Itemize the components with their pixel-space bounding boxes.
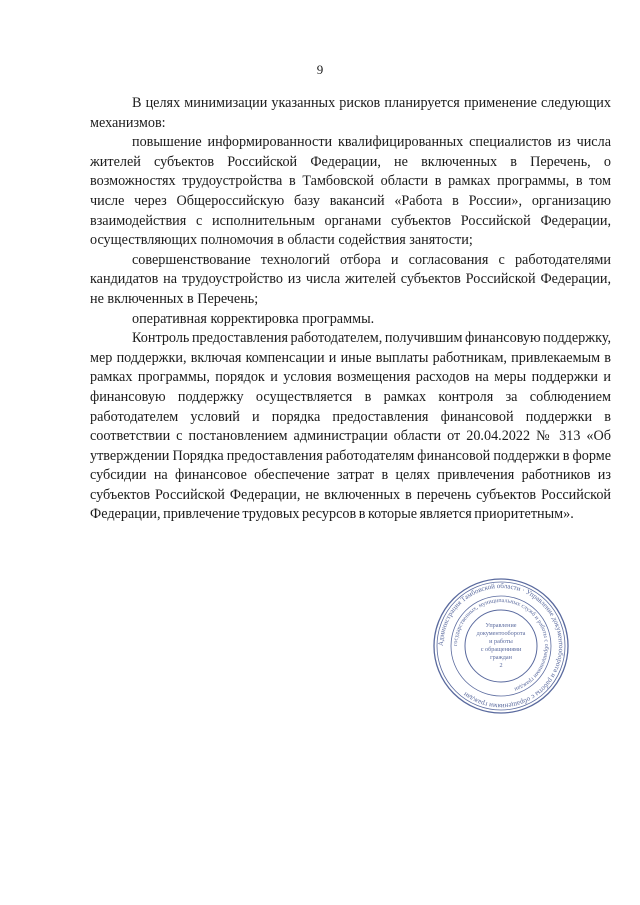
document-body [90, 94, 611, 525]
mechanism-selection: совершенствование технологий отбора и согласования с работодателями кандидатов на трудоустройство из числа жителей субъектов Российской Федерации, не включенных в Перечень; [90, 251, 611, 307]
stamp-center-line: документооборота [476, 630, 526, 637]
page-number: 9 [316, 62, 324, 77]
stamp-center-line: граждан [490, 654, 512, 661]
stamp-inner-text: государственных, муниципальных служб и работы с обращениями граждан [452, 597, 550, 692]
control-paragraph: Контроль предоставления работодателем, получившим финансовую поддержку, мер поддержки, включая компенсации и иные выплаты работникам, привлекаемым в рамках программы, порядок и условия возмещения расходов на меры поддержки и финансовую поддержку осуществляется в рамках контроля за соблюдением работодателем условий и порядка предоставления финансовой поддержки в соответствии с постановлением администрации области от 20.04.2022 № 313 «Об утверждении Порядка предоставления работодателям финансовой поддержки в форме субсидии на финансовое обеспечение затрат в целях привлечения работников из субъектов Российской Федерации, не включенных в перечень субъектов Российской Федерации, привлечение трудовых ресурсов в которые является приоритетным». [90, 330, 611, 523]
stamp-center-line: 2 [499, 662, 503, 669]
stamp-center-line: Управление [485, 622, 517, 629]
stamp-outer-text: Администрация Тамбовской области · Управление документооборота и работы с обращениями граждан [436, 581, 566, 711]
mechanism-correction: оперативная корректировка программы. [132, 310, 375, 327]
svg-text:государственных, муниципальных [453, 598, 550, 692]
stamp-center-line: с обращениями [480, 646, 522, 653]
intro-paragraph: В целях минимизации указанных рисков планируется применение следующих механизмов: [90, 95, 611, 131]
mechanism-awareness: повышение информированности квалифицированных специалистов из числа жителей субъектов Российской Федерации, не включенных в Перечень, о возможностях трудоустройства в Тамбовской области в рамках программы, в том числе через Общероссийскую базу вакансий «Работа в России», организацию взаимодействия с исполнительным органами субъектов Российской Федерации, осуществляющих полномочия в области содействия занятости; [90, 134, 611, 249]
stamp-center-line: и работы [489, 638, 513, 645]
official-stamp [432, 577, 570, 715]
